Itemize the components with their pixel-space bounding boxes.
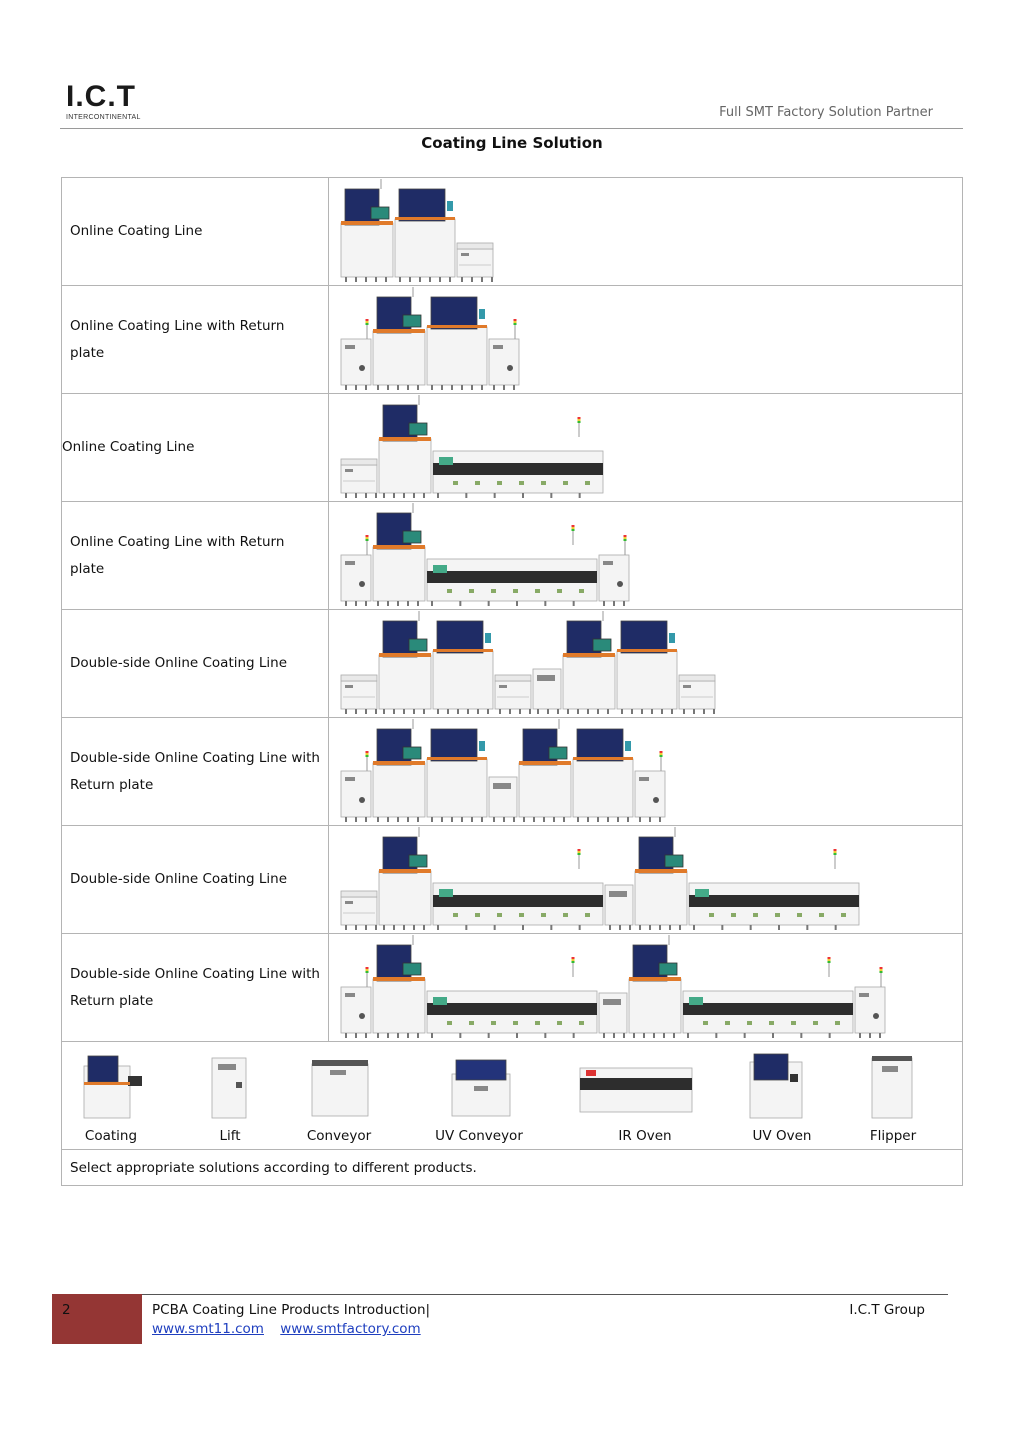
equipment-label: IR Oven: [618, 1128, 672, 1144]
row-image: [329, 718, 963, 826]
equipment-label: UV Conveyor: [435, 1128, 523, 1144]
footer-divider: [142, 1294, 948, 1295]
footer-company: I.C.T Group: [849, 1302, 925, 1318]
ir-oven-machine-icon: [576, 1052, 696, 1122]
table-row: [62, 718, 963, 826]
footer-link-smtfactory[interactable]: www.smtfactory.com: [280, 1321, 421, 1337]
table-row: [62, 394, 963, 502]
equipment-row: [62, 1042, 963, 1150]
footer-links: [152, 1321, 433, 1337]
row-image: [329, 394, 963, 502]
uv-oven-machine-icon: [744, 1052, 808, 1122]
row-image: [329, 826, 963, 934]
logo-text: I.C.T: [66, 80, 136, 113]
row-label: Double-side Online Coating Line with Return plate: [62, 718, 329, 826]
table-row: [62, 826, 963, 934]
online-coating-line-oven-image: [329, 395, 962, 501]
table-row: [62, 502, 963, 610]
company-logo: [66, 82, 158, 124]
row-image: [329, 178, 963, 286]
double-side-coating-line-return-plate-image: [329, 719, 962, 825]
solutions-table: [61, 177, 963, 1186]
conveyor-machine-icon: [304, 1052, 374, 1122]
online-coating-line-oven-return-plate-image: [329, 503, 962, 609]
table-row: [62, 934, 963, 1042]
footnote-row: [62, 1150, 963, 1186]
flipper-machine-icon: [862, 1052, 922, 1122]
row-label: Online Coating Line with Return plate: [62, 286, 329, 394]
double-side-coating-line-image: [329, 611, 962, 717]
equipment-label: Conveyor: [306, 1128, 372, 1144]
online-coating-line-image: [329, 179, 962, 285]
double-side-coating-line-oven-image: [329, 827, 962, 933]
header-tagline: Full SMT Factory Solution Partner: [719, 105, 933, 120]
row-label: Online Coating Line: [62, 394, 329, 502]
row-label: Double-side Online Coating Line: [62, 826, 329, 934]
header-divider: [60, 128, 963, 129]
row-label: Double-side Online Coating Line with Return plate: [62, 934, 329, 1042]
row-label: Online Coating Line: [62, 178, 329, 286]
equipment-label: Coating: [84, 1128, 138, 1144]
footer-link-smt11[interactable]: www.smt11.com: [152, 1321, 264, 1337]
coating-machine-icon: [78, 1052, 148, 1122]
lift-machine-icon: [200, 1052, 260, 1122]
row-image: [329, 286, 963, 394]
online-coating-line-return-plate-image: [329, 287, 962, 393]
table-row: [62, 286, 963, 394]
row-image: [329, 502, 963, 610]
double-side-coating-line-oven-return-plate-image: [329, 935, 962, 1041]
equipment-label: Flipper: [869, 1128, 917, 1144]
row-image: [329, 934, 963, 1042]
row-image: [329, 610, 963, 718]
table-row: [62, 610, 963, 718]
row-label: Online Coating Line with Return plate: [62, 502, 329, 610]
page-title: Coating Line Solution: [421, 134, 603, 152]
equipment-label: Lift: [219, 1128, 241, 1144]
logo-subtitle: INTERCONTINENTAL: [66, 114, 141, 121]
footer-title: PCBA Coating Line Products Introduction|: [152, 1302, 431, 1318]
page-number: 2: [62, 1302, 71, 1318]
page-number-box: [52, 1294, 142, 1344]
table-row: [62, 178, 963, 286]
row-label: Double-side Online Coating Line: [62, 610, 329, 718]
uv-conveyor-machine-icon: [446, 1052, 516, 1122]
footnote-text: Select appropriate solutions according to different products.: [62, 1150, 963, 1186]
equipment-cell: [62, 1042, 963, 1150]
equipment-label: UV Oven: [752, 1128, 812, 1144]
